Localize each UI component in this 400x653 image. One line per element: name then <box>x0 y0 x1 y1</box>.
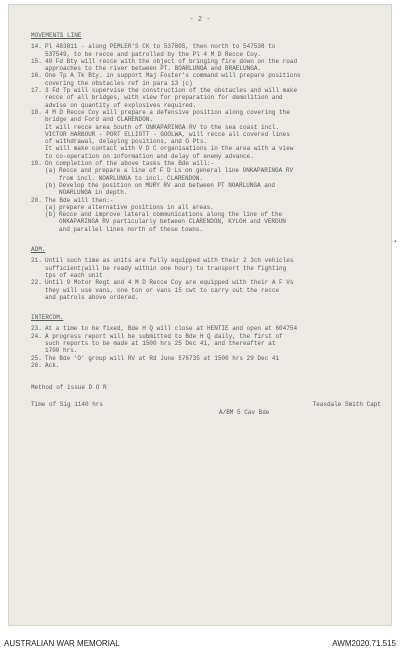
method-of-issue: Method of issue D O R <box>31 384 107 392</box>
paragraph-20: 20. The Bde will then:- <box>31 196 114 204</box>
signature-name: Teasdale Smith Capt <box>312 401 381 409</box>
document-page <box>8 4 397 626</box>
archive-caption-bar <box>0 633 400 653</box>
paragraph-18: 18. 4 M D Recce Coy will prepare a defensive position along covering the bridge and Ford and CLARENDON. It will recce area South of ONKAPARINGA RV to the sea coast incl. VICTOR HARBOUR - PORT ELLIOTT - GOOLWA, will recce all covered lines of withdrawal, delaying positions, and O Pts. It will make contact with V D C organisations in the area with a view to co-operation on information and delay of enemy advance. <box>31 108 294 160</box>
paragraph-25: 25. The Bde 'O' group will RV at Rd June 576735 at 1500 hrs 29 Dec 41 <box>31 354 280 362</box>
paragraph-21: 21. Until such time as units are fully equipped with their 2 3ch vehicles sufficient(will be ready within one hour) to transport the fighting tps of each unit <box>31 257 294 279</box>
margin-arrow-icon: ➝ <box>392 238 397 247</box>
document-body <box>31 32 397 416</box>
section-heading-intercom: INTERCOM. <box>31 314 64 322</box>
subparagraph-20b: (b) Recce and improve lateral communications along the line of the ONKAPARINGA RV particularly between CLARENDON, KYLOH and VERDUN and parallel lines north of these towns. <box>45 211 286 233</box>
paragraph-26: 26. Ack. <box>31 361 60 369</box>
section-heading-adm: ADM. <box>31 246 46 254</box>
signature-appointment: A/BM 5 Cav Bde <box>219 408 270 416</box>
time-of-signal: Time of Sig 1140 hrs <box>31 401 104 409</box>
section-heading-movements: MOVEMENTS LINE <box>31 32 82 39</box>
archive-reference: AWM2020.71.515 <box>332 638 396 648</box>
archive-institution: AUSTRALIAN WAR MEMORIAL <box>4 638 120 648</box>
paragraph-23: 23. At a time to be fixed, Bde H Q will close at HENTIE and open at 604754 <box>31 325 298 333</box>
paragraph-19: 19. On completion of the above tasks the Bde will:- <box>31 160 215 168</box>
paragraph-16: 16. One Tp A Tk Bty. in support Maj Foster's command will prepare positions covering the obstacles ref in para 13 (c) <box>31 72 301 87</box>
paragraph-15: 15. 48 Fd Bty will recce with the object of bringing fire down on the road approaches to the river between PT. BOARLUNGA and BRAELUNGA. <box>31 57 298 73</box>
subparagraph-19a: (a) Recce and prepare a line of F D Ls on general line ONKAPARINGA RV from incl. NOARLUNGA to incl. CLARENDON. <box>45 167 294 182</box>
paragraph-24: 24. A progress report will be submitted to Bde H Q daily, the first of such reports to be made at 1500 hrs 25 Dec 41, and thereafter at 1700 hrs. <box>31 332 283 355</box>
subparagraph-20a: (a) prepare alternative positions in all areas. <box>45 203 214 211</box>
paragraph-22: 22. Until 9 Motor Regt and 4 M D Recce Coy are equipped with their A F Vs they will use vans, one ton or vans 15 cwt to carry out the recce and patrols above ordered. <box>31 279 294 301</box>
paragraph-17: 17. 3 Fd Tp will supervise the construction of the obstacles and will make recce of all bridges, with view for preparation for demolition and advise on quantity of explosives required. <box>31 87 298 109</box>
paragraph-14: 14. Pl 483811 - along PEMLER'S CK to 537805, then north to 547538 to 537549, to be recce and patrolled by the Pl 4 M D Recce Coy. <box>31 43 276 58</box>
footer-signature-row <box>31 401 381 408</box>
subparagraph-19b: (b) Develop the position on MURY RV and between PT NOARLUNGA and NOARLUNGA in depth. <box>45 181 276 197</box>
page-number: - 2 - <box>189 16 211 24</box>
